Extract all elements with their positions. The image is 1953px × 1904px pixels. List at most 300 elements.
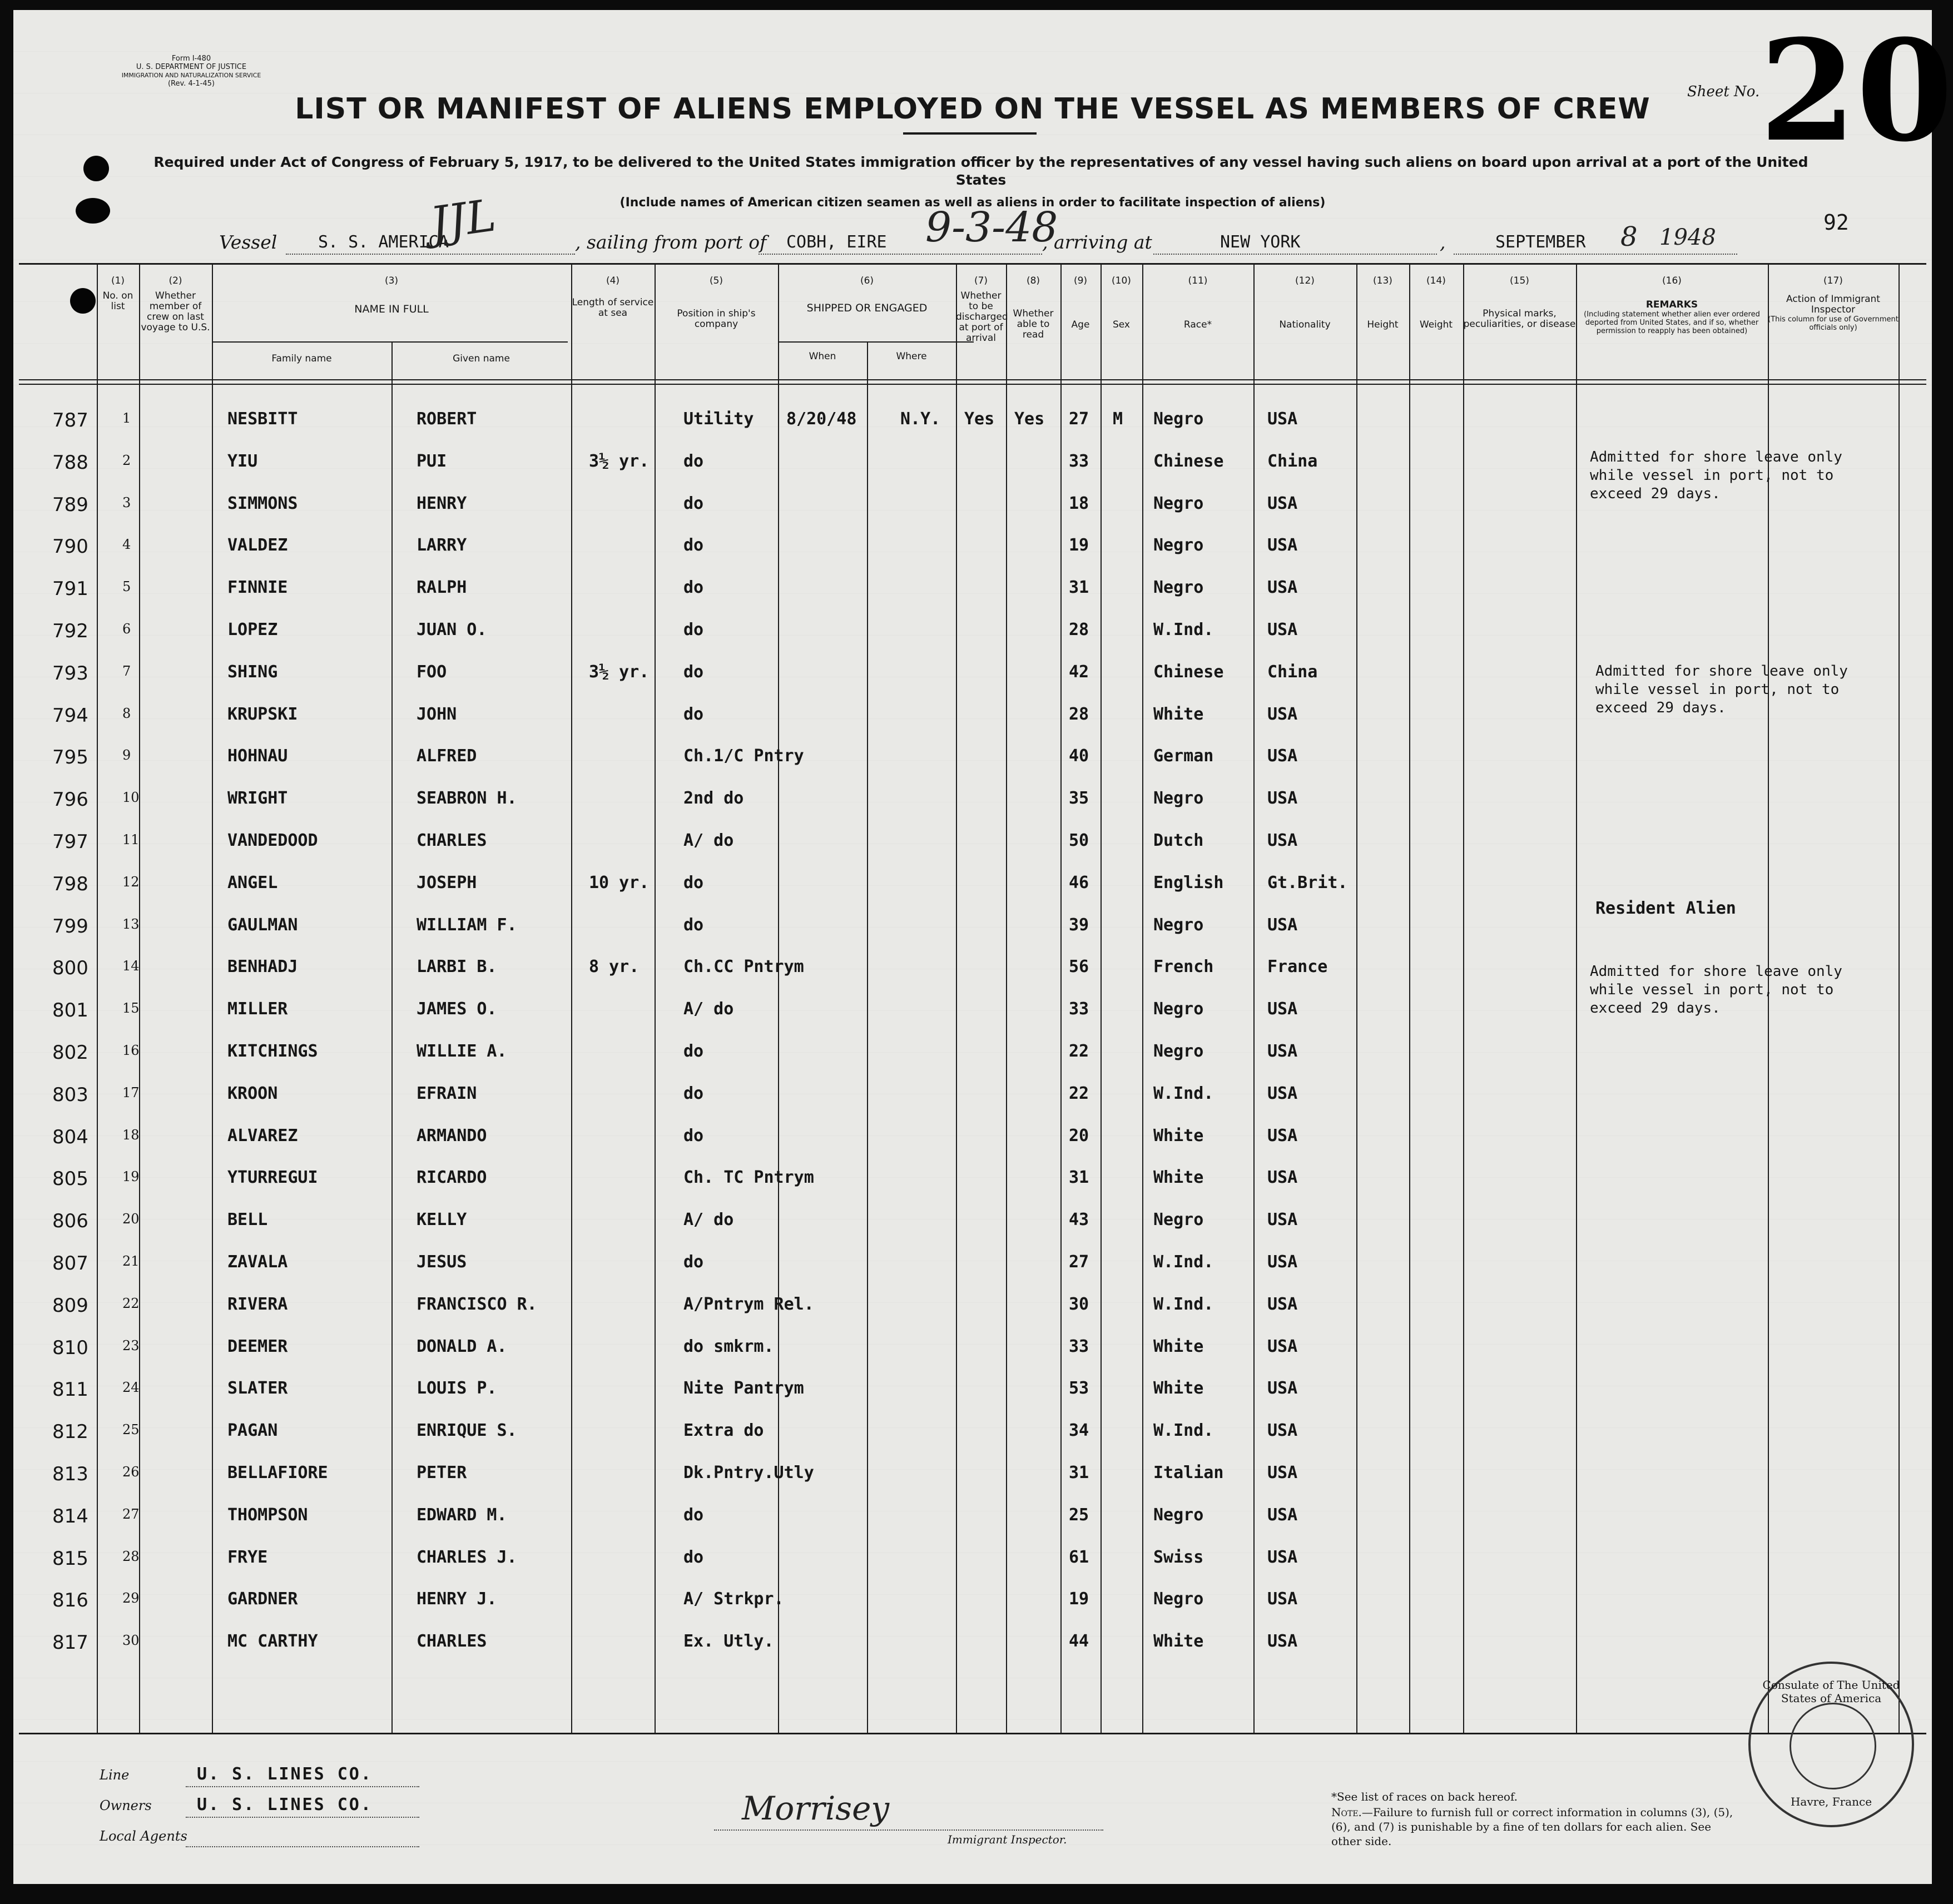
- list-number: 20: [122, 1211, 140, 1227]
- cell-age: 31: [1069, 578, 1089, 598]
- cell-age: 61: [1069, 1547, 1089, 1567]
- cell-age: 19: [1069, 536, 1089, 556]
- cell-race: Negro: [1153, 789, 1204, 809]
- cell-age: 56: [1069, 957, 1089, 977]
- arrival-day: 8: [1620, 221, 1638, 252]
- sheet-label: Sheet No.: [1687, 83, 1760, 100]
- cell-age: 19: [1069, 1589, 1089, 1609]
- line-number: 814: [52, 1505, 88, 1528]
- cell-race: Negro: [1153, 915, 1204, 935]
- cell-position: Ch.1/C Pntry: [683, 746, 804, 766]
- cell-race: Negro: [1153, 409, 1204, 429]
- cell-position: A/Pntrym Rel.: [683, 1294, 814, 1314]
- cell-age: 18: [1069, 493, 1089, 513]
- cell-nationality: USA: [1267, 1252, 1298, 1272]
- list-number: 16: [122, 1043, 140, 1058]
- cell-nationality: USA: [1267, 1125, 1298, 1146]
- cell-family: KROON: [227, 1083, 278, 1103]
- col-12-header: (12) Nationality: [1279, 275, 1331, 330]
- cell-position: Dk.Pntry.Utly: [683, 1463, 814, 1482]
- col-9-header: (9) Age: [1071, 275, 1090, 330]
- line-number: 788: [52, 451, 88, 474]
- cell-position: A/ do: [683, 831, 734, 850]
- line-number: 803: [52, 1083, 88, 1106]
- cell-given: LOUIS P.: [417, 1379, 497, 1399]
- list-number: 27: [122, 1506, 140, 1522]
- cell-given: CHARLES J.: [417, 1547, 517, 1567]
- col-6-header: (6) SHIPPED OR ENGAGED: [806, 275, 928, 314]
- cell-age: 33: [1069, 451, 1089, 471]
- col-7-header: (7) Whether to be discharged at port of arrival: [956, 275, 1008, 344]
- cell-race: English: [1153, 872, 1224, 892]
- table-row: [19, 820, 1926, 862]
- col-5-header: (5) Position in ship's company: [677, 275, 756, 330]
- page-title: LIST OR MANIFEST OF ALIENS EMPLOYED ON THE VESSEL AS MEMBERS OF CREW: [295, 92, 1650, 126]
- cell-race: Negro: [1153, 493, 1204, 513]
- sheet-number: 20: [1759, 9, 1953, 172]
- line-number: 795: [52, 746, 88, 769]
- header-bottom-rule: [19, 379, 1926, 380]
- form-identification: [102, 54, 280, 88]
- col-17-header: (17) Action of Immigrant Inspector (This column for use of Government officials only): [1768, 275, 1899, 332]
- line-number: 800: [52, 957, 88, 980]
- cell-nationality: USA: [1267, 1336, 1298, 1356]
- cell-position: do: [683, 1042, 704, 1061]
- cell-position: Utility: [683, 409, 754, 429]
- line-number: 817: [52, 1632, 88, 1654]
- cell-race: W.Ind.: [1153, 1421, 1214, 1441]
- cell-given: SEABRON H.: [417, 789, 517, 809]
- list-number: 5: [122, 579, 131, 595]
- cell-family: BELLAFIORE: [227, 1463, 328, 1482]
- cell-given: JESUS: [417, 1252, 467, 1272]
- line-number: 804: [52, 1125, 88, 1148]
- cell-nationality: USA: [1267, 1505, 1298, 1525]
- cell-nationality: USA: [1267, 1547, 1298, 1567]
- given-name-header: Given name: [453, 353, 510, 364]
- list-number: 12: [122, 874, 140, 890]
- cell-family: VALDEZ: [227, 536, 288, 556]
- list-number: 10: [122, 790, 140, 806]
- col-3-header: (3) NAME IN FULL: [354, 275, 429, 315]
- line-number: 801: [52, 999, 88, 1022]
- manifest-sheet: Form I-480 U. S. DEPARTMENT OF JUSTICE IMMIGRATION AND NATURALIZATION SERVICE (Rev. 4-1-45) Sheet No. 20 LIST OR MANIFEST OF ALIENS EMPLOYED ON THE VESSEL AS MEMBERS OF CREW Required under Act of Congress of February 5, 1917, to be delivered to the United States immigration officer by the representatives of any vessel having such aliens on board upon arrival at a port of the United States (Include names of American citizen seamen as well as aliens in order to facilitate inspection of aliens) 92 Vessel S. S. AMERICA JJL , sailing from port of COBH, EIRE 9-3-48 , arriving at NEW YORK , SEPTEMBER 8 1948 (1) No. on list (2) Whether member of crew on last voyage to U.S. (3) NAME IN FULL Family name Given name (4) Length of service at sea (5) Position in ship's company (6) SHIPPED OR ENGAGED When Where (7) Whether to be discharged at port of arrival (8) Whether able to read (9) Age (10) Sex (11) Race* (12) Nationality (13) Height (14) Weight (15) Physical marks, peculiarities, or disease (16) REMARKS (Including statement whether alien ever ordered deported from United States, and if so, whether permission to reapply has been obtained) (17) Action of Immigrant Inspector (This column for use of Government officials only) 787 1 NESBITT ROBERT Utility 8/20/48 N.Y. Yes Yes 27 M Negro USA 788 2 YIU PUI 3½ yr. do 33 Chinese China 789 3 SIMMONS HENRY do 18 Negro USA 790 4 VALDEZ LARRY do 19 Negro USA 791 5 FINNIE RALPH do 31 Negro USA 792 6 LOPEZ JUAN O. do 28 W.Ind. USA 793 7 SHING FOO 3½ yr. do 42 Chinese China 794 8 KRUPSKI JOHN do 28 White USA 795 9 HOHNAU ALFRED Ch.1/C Pntry 40 German USA 796 10 WRIGHT SEABRON H. 2nd do 35 Negro USA 797 11 VANDEDOOD CHARLES A/ do 50 Dutch USA 798 12 ANGEL JOSEPH 10 yr. do 46 English Gt.Brit. 799 13 GAULMAN WILLIAM F. do 39 Negro USA 800 14 BENHADJ LARBI B. 8 yr. Ch.CC Pntrym 56 French France 801 15 MILLER JAMES O. A/ do 33 Negro USA 802 16 KITCHINGS WILLIE A. do 22 Negro USA 803 17 KROON EFRAIN do 22 W.Ind. USA 804 18 ALVAREZ ARMANDO do 20 White USA 805 19 YTURREGUI RICARDO Ch. TC Pntrym 31 White USA 806 20 BELL KELLY A/ do 43 Negro USA 807 21 ZAVALA JESUS do 27 W.Ind. USA 809 22 RIVERA FRANCISCO R. A/Pntrym Rel. 30 W.Ind. USA 810 23 DEEMER DONALD A. do smkrm. 33 White USA 811 24 SLATER LOUIS P. Nite Pantrym 53 White USA 812 25 PAGAN ENRIQUE S. Extra do 34 W.Ind. USA 813 26 BELLAFIORE PETER Dk.Pntry.Utly 31 Italian USA 814 27 THOMPSON EDWARD M. do 25 Negro USA 815 28 FRYE CHARLES J. do 61 Swiss USA 816 29 GARDNER HENRY J. A/ Strkpr. 19 Negro USA 817 30 MC CARTHY CHARLES Ex. Utly. 44 White USA Admitted for shore leave only while vessel in port, not to exceed 29 days. Admitted for shore leave only while vessel in port, not to exceed 29 days. Resident Alien Admitted for shore leave only while vessel in port, not to exceed 29 days. Line U. S. LINES CO. Owners U. S. LINES CO. Local Agents Morrisey Immigrant Inspector. *See list of races on back hereof. Note.—Failure to furnish full or correct information in columns (3), (5), (6), and (7) is punishable by a fine of ten dollars for each alien. See other side. Consulate of The United States of America Havre, France: [13, 10, 1932, 1884]
- port-underline: [759, 254, 1042, 255]
- service-name: IMMIGRATION AND NATURALIZATION SERVICE: [121, 72, 261, 79]
- list-number: 19: [122, 1169, 140, 1185]
- cell-family: ANGEL: [227, 872, 278, 892]
- table-row: [19, 1452, 1926, 1494]
- date-underline: [1454, 254, 1737, 255]
- cell-age: 22: [1069, 1042, 1089, 1061]
- cell-given: CHARLES: [417, 831, 487, 850]
- cell-service: 10 yr.: [589, 872, 650, 892]
- arriving-port: NEW YORK: [1220, 232, 1301, 252]
- cell-family: DEEMER: [227, 1336, 288, 1356]
- col-14-header: (14) Weight: [1419, 275, 1453, 330]
- seal-top-text: Consulate of The United States of America: [1762, 1678, 1900, 1705]
- cell-race: Italian: [1153, 1463, 1224, 1482]
- arriving-underline: [1153, 254, 1437, 255]
- cell-age: 25: [1069, 1505, 1089, 1525]
- cell-position: do: [683, 536, 704, 556]
- cell-nationality: USA: [1267, 1379, 1298, 1399]
- cell-family: MC CARTHY: [227, 1632, 318, 1652]
- cell-nationality: USA: [1267, 1083, 1298, 1103]
- cell-family: FINNIE: [227, 578, 288, 598]
- cell-given: HENRY J.: [417, 1589, 497, 1609]
- cell-position: do: [683, 578, 704, 598]
- cell-race: Negro: [1153, 1589, 1204, 1609]
- cell-age: 53: [1069, 1379, 1089, 1399]
- cell-age: 33: [1069, 999, 1089, 1019]
- cell-given: JAMES O.: [417, 999, 497, 1019]
- table-row: [19, 1536, 1926, 1579]
- cell-given: JUAN O.: [417, 620, 487, 639]
- line-number: 793: [52, 662, 88, 685]
- cell-family: SIMMONS: [227, 493, 298, 513]
- cell-family: HOHNAU: [227, 746, 288, 766]
- cell-family: WRIGHT: [227, 789, 288, 809]
- table-row: [19, 735, 1926, 777]
- line-number: 798: [52, 872, 88, 895]
- remark-shore-leave-2: Admitted for shore leave only while vessel in port, not to exceed 29 days.: [1595, 663, 1848, 716]
- table-row: [19, 609, 1926, 651]
- cell-family: ZAVALA: [227, 1252, 288, 1272]
- cell-nationality: USA: [1267, 1042, 1298, 1061]
- arrival-month: SEPTEMBER: [1495, 232, 1586, 252]
- cell-position: do: [683, 872, 704, 892]
- cell-given: ALFRED: [417, 746, 477, 766]
- cell-nationality: Gt.Brit.: [1267, 872, 1348, 892]
- cell-given: LARRY: [417, 536, 467, 556]
- cell-read: Yes: [1014, 409, 1045, 429]
- title-underline: [903, 132, 1037, 135]
- table-row: [19, 524, 1926, 567]
- cell-family: VANDEDOOD: [227, 831, 318, 850]
- line-number: 812: [52, 1421, 88, 1444]
- table-row: [19, 1073, 1926, 1115]
- cell-race: Swiss: [1153, 1547, 1204, 1567]
- cell-position: A/ Strkpr.: [683, 1589, 784, 1609]
- cell-age: 34: [1069, 1421, 1089, 1441]
- table-row: [19, 777, 1926, 820]
- cell-nationality: USA: [1267, 1168, 1298, 1188]
- list-number: 25: [122, 1422, 140, 1438]
- cell-service: 3½ yr.: [589, 662, 650, 682]
- cell-position: Ch.CC Pntrym: [683, 957, 804, 977]
- cell-position: do: [683, 915, 704, 935]
- table-row: [19, 1030, 1926, 1073]
- cell-service: 8 yr.: [589, 957, 640, 977]
- cell-position: do: [683, 620, 704, 639]
- list-number: 13: [122, 916, 140, 932]
- cell-position: A/ do: [683, 1210, 734, 1230]
- col-1-header: (1) No. on list: [102, 275, 133, 312]
- cell-given: LARBI B.: [417, 957, 497, 977]
- cell-race: White: [1153, 1379, 1204, 1399]
- cell-age: 22: [1069, 1083, 1089, 1103]
- col-4-header: (4) Length of service at sea: [572, 275, 654, 319]
- line-number: 805: [52, 1168, 88, 1191]
- cell-age: 31: [1069, 1168, 1089, 1188]
- cell-age: 20: [1069, 1125, 1089, 1146]
- cell-age: 42: [1069, 662, 1089, 682]
- cell-given: ENRIQUE S.: [417, 1421, 517, 1441]
- cell-race: Chinese: [1153, 662, 1224, 682]
- cell-age: 44: [1069, 1632, 1089, 1652]
- cell-position: do: [683, 1505, 704, 1525]
- cell-race: Negro: [1153, 1042, 1204, 1061]
- instruction-text: (Include names of American citizen seamen as well as aliens in order to facilitate inspection of aliens): [619, 196, 1326, 210]
- vessel-name: S. S. AMERICA: [318, 232, 449, 252]
- handwritten-sailing-date: 9-3-48: [925, 204, 1058, 251]
- cell-position: A/ do: [683, 999, 734, 1019]
- cell-race: Dutch: [1153, 831, 1204, 850]
- cell-age: 33: [1069, 1336, 1089, 1356]
- form-number: Form I-480: [171, 54, 211, 63]
- cell-race: W.Ind.: [1153, 620, 1214, 639]
- cell-nationality: USA: [1267, 1294, 1298, 1314]
- cell-race: German: [1153, 746, 1214, 766]
- list-number: 17: [122, 1084, 140, 1100]
- col-10-header: (10) Sex: [1112, 275, 1131, 330]
- line-number: 787: [52, 409, 88, 432]
- cell-position: do: [683, 704, 704, 724]
- punch-hole: [70, 288, 96, 314]
- cell-family: RIVERA: [227, 1294, 288, 1314]
- line-number: 813: [52, 1463, 88, 1485]
- cell-family: SLATER: [227, 1379, 288, 1399]
- cell-family: YIU: [227, 451, 258, 471]
- line-number: 789: [52, 493, 88, 516]
- cell-given: PETER: [417, 1463, 467, 1482]
- form-revision: (Rev. 4-1-45): [167, 80, 215, 88]
- remark-resident-alien: Resident Alien: [1595, 899, 1736, 918]
- cell-discharged: Yes: [964, 409, 995, 429]
- line-number: 802: [52, 1042, 88, 1064]
- cell-given: DONALD A.: [417, 1336, 507, 1356]
- cell-given: FOO: [417, 662, 447, 682]
- cell-family: PAGAN: [227, 1421, 278, 1441]
- list-number: 7: [122, 663, 131, 679]
- cell-nationality: China: [1267, 662, 1318, 682]
- owners-value: U. S. LINES CO.: [197, 1795, 373, 1814]
- cell-race: Negro: [1153, 999, 1204, 1019]
- cell-position: do: [683, 1083, 704, 1103]
- cell-race: W.Ind.: [1153, 1252, 1214, 1272]
- line-number: 796: [52, 789, 88, 811]
- cell-position: do: [683, 1547, 704, 1567]
- cell-family: LOPEZ: [227, 620, 278, 639]
- cell-nationality: USA: [1267, 1463, 1298, 1482]
- line-value: U. S. LINES CO.: [197, 1764, 373, 1784]
- cell-given: WILLIAM F.: [417, 915, 517, 935]
- cell-nationality: USA: [1267, 746, 1298, 766]
- col-15-header: (15) Physical marks, peculiarities, or disease: [1463, 275, 1576, 330]
- table-row: [19, 1283, 1926, 1326]
- list-number: 15: [122, 1000, 140, 1017]
- cell-position: do: [683, 1125, 704, 1146]
- list-number: 26: [122, 1464, 140, 1480]
- cell-nationality: China: [1267, 451, 1318, 471]
- table-row: [19, 862, 1926, 904]
- cell-nationality: USA: [1267, 1589, 1298, 1609]
- cell-nationality: USA: [1267, 620, 1298, 639]
- line-number: 792: [52, 620, 88, 642]
- cell-given: ARMANDO: [417, 1125, 487, 1146]
- list-number: 22: [122, 1295, 140, 1311]
- list-number: 28: [122, 1548, 140, 1564]
- cell-nationality: France: [1267, 957, 1328, 977]
- penalty-note: Note.—Failure to furnish full or correct information in columns (3), (5), (6), and (7) is punishable by a fine of ten dollars for each alien. See other side.: [1331, 1806, 1733, 1848]
- when-header: When: [809, 351, 836, 362]
- line-number: 815: [52, 1547, 88, 1570]
- cell-position: do smkrm.: [683, 1336, 774, 1356]
- list-number: 8: [122, 705, 131, 721]
- list-number: 9: [122, 747, 131, 763]
- cell-race: Negro: [1153, 1210, 1204, 1230]
- cell-nationality: USA: [1267, 831, 1298, 850]
- cell-given: HENRY: [417, 493, 467, 513]
- table-row: [19, 567, 1926, 609]
- line-number: 794: [52, 704, 88, 727]
- col-2-header: (2) Whether member of crew on last voyage to U.S.: [141, 275, 210, 333]
- table-row: [19, 1199, 1926, 1241]
- cell-when: 8/20/48: [786, 409, 857, 429]
- consulate-seal: [1748, 1662, 1914, 1827]
- cell-position: Ex. Utly.: [683, 1632, 774, 1652]
- col-16-header: (16) REMARKS (Including statement whether alien ever ordered deported from United States, and if so, whether permission to reapply has been obtained): [1584, 275, 1760, 335]
- cell-family: NESBITT: [227, 409, 298, 429]
- cell-position: do: [683, 1252, 704, 1272]
- list-number: 3: [122, 494, 131, 510]
- list-number: 23: [122, 1337, 140, 1353]
- cell-nationality: USA: [1267, 1632, 1298, 1652]
- seal-bottom-text: Havre, France: [1790, 1795, 1872, 1808]
- cell-family: MILLER: [227, 999, 288, 1019]
- cell-family: GARDNER: [227, 1589, 298, 1609]
- cell-family: GAULMAN: [227, 915, 298, 935]
- crew-table: [19, 263, 1926, 1734]
- cell-age: 50: [1069, 831, 1089, 850]
- cell-given: WILLIE A.: [417, 1042, 507, 1061]
- cell-family: FRYE: [227, 1547, 268, 1567]
- cell-age: 28: [1069, 704, 1089, 724]
- cell-given: KELLY: [417, 1210, 467, 1230]
- cell-race: Negro: [1153, 1505, 1204, 1525]
- cell-position: Extra do: [683, 1421, 764, 1441]
- cell-position: do: [683, 493, 704, 513]
- cell-age: 39: [1069, 915, 1089, 935]
- cell-where: N.Y.: [900, 409, 941, 429]
- line-number: 790: [52, 536, 88, 558]
- cell-family: BENHADJ: [227, 957, 298, 977]
- cell-race: White: [1153, 1632, 1204, 1652]
- cell-age: 43: [1069, 1210, 1089, 1230]
- cell-nationality: USA: [1267, 789, 1298, 809]
- cell-given: EDWARD M.: [417, 1505, 507, 1525]
- table-row: [19, 1578, 1926, 1620]
- sheet-count: 92: [1823, 210, 1849, 235]
- list-number: 30: [122, 1633, 140, 1649]
- cell-nationality: USA: [1267, 1210, 1298, 1230]
- cell-service: 3½ yr.: [589, 451, 650, 471]
- cell-race: W.Ind.: [1153, 1294, 1214, 1314]
- line-number: 816: [52, 1589, 88, 1612]
- line-label: Line: [100, 1767, 130, 1783]
- cell-nationality: USA: [1267, 578, 1298, 598]
- line-number: 809: [52, 1294, 88, 1317]
- cell-position: Ch. TC Pntrym: [683, 1168, 814, 1188]
- list-number: 6: [122, 621, 131, 637]
- line-number: 797: [52, 831, 88, 853]
- cell-race: White: [1153, 1168, 1204, 1188]
- cell-age: 40: [1069, 746, 1089, 766]
- cell-race: Negro: [1153, 578, 1204, 598]
- table-row: [19, 1115, 1926, 1157]
- col-8-header: (8) Whether able to read: [1013, 275, 1054, 340]
- owners-label: Owners: [100, 1798, 152, 1813]
- list-number: 11: [122, 832, 140, 847]
- vessel-label: Vessel: [219, 231, 277, 253]
- where-header: Where: [896, 351, 927, 362]
- remark-shore-leave-3: Admitted for shore leave only while vessel in port, not to exceed 29 days.: [1590, 963, 1842, 1017]
- list-number: 29: [122, 1590, 140, 1606]
- eagle-emblem-icon: [1790, 1703, 1876, 1789]
- table-row: [19, 1410, 1926, 1452]
- list-number: 1: [122, 410, 131, 426]
- cell-family: KRUPSKI: [227, 704, 298, 724]
- table-row: [19, 1326, 1926, 1368]
- cell-race: W.Ind.: [1153, 1083, 1214, 1103]
- list-number: 4: [122, 537, 131, 553]
- cell-age: 46: [1069, 872, 1089, 892]
- line-number: 810: [52, 1336, 88, 1359]
- punch-hole: [76, 198, 110, 224]
- list-number: 2: [122, 452, 131, 468]
- cell-given: PUI: [417, 451, 447, 471]
- cell-nationality: USA: [1267, 493, 1298, 513]
- cell-family: YTURREGUI: [227, 1168, 318, 1188]
- punch-hole: [83, 156, 109, 181]
- cell-position: Nite Pantrym: [683, 1379, 804, 1399]
- cell-given: CHARLES: [417, 1632, 487, 1652]
- races-note: *See list of races on back hereof.: [1331, 1790, 1518, 1803]
- cell-nationality: USA: [1267, 704, 1298, 724]
- cell-family: KITCHINGS: [227, 1042, 318, 1061]
- family-name-header: Family name: [271, 353, 332, 364]
- cell-age: 27: [1069, 409, 1089, 429]
- line-number: 811: [52, 1379, 88, 1401]
- line-number: 807: [52, 1252, 88, 1275]
- cell-family: BELL: [227, 1210, 268, 1230]
- cell-given: RALPH: [417, 578, 467, 598]
- sailing-port: COBH, EIRE: [786, 232, 887, 252]
- table-row: [19, 1241, 1926, 1283]
- inspector-label: Immigrant Inspector.: [948, 1833, 1067, 1846]
- cell-race: White: [1153, 1336, 1204, 1356]
- cell-family: SHING: [227, 662, 278, 682]
- cell-race: White: [1153, 704, 1204, 724]
- cell-race: French: [1153, 957, 1214, 977]
- cell-nationality: USA: [1267, 915, 1298, 935]
- cell-race: Negro: [1153, 536, 1204, 556]
- cell-nationality: USA: [1267, 1421, 1298, 1441]
- cell-given: FRANCISCO R.: [417, 1294, 537, 1314]
- cell-position: do: [683, 662, 704, 682]
- col-13-header: (13) Height: [1367, 275, 1399, 330]
